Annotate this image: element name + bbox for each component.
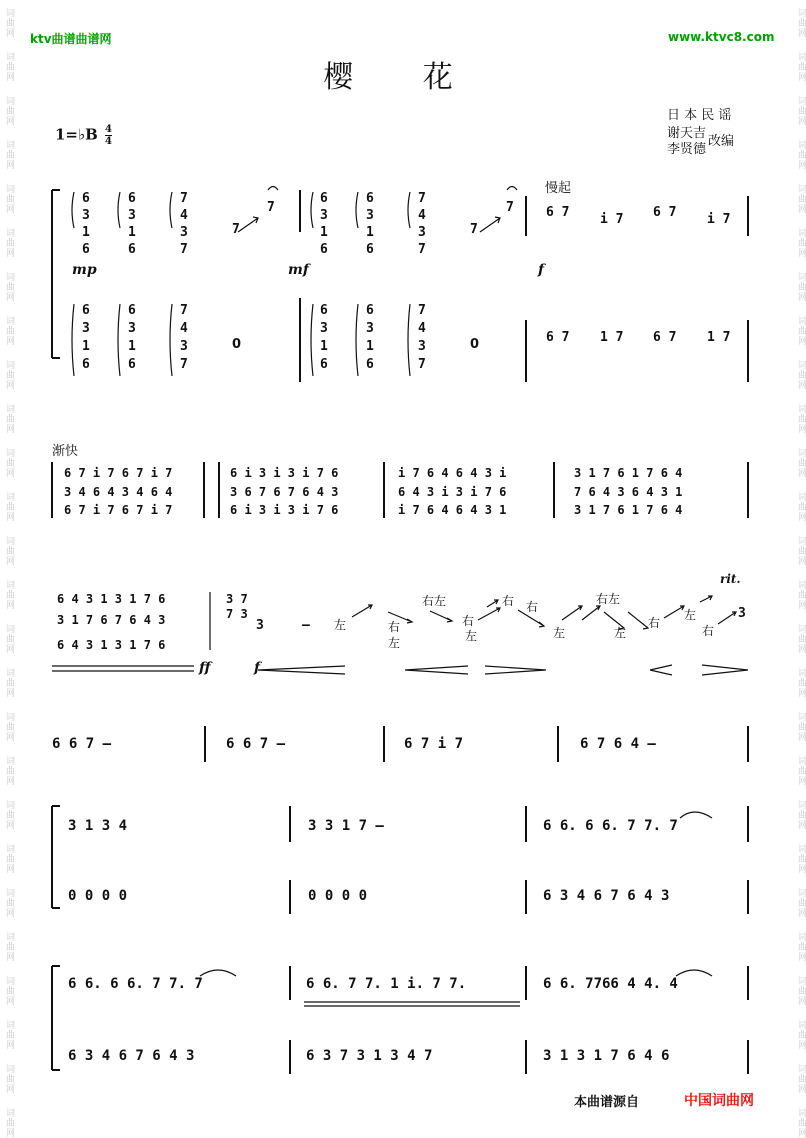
fermata-note-2: 7 [506, 200, 514, 215]
s3-tremolo-note: 3 [256, 618, 264, 633]
s2-m3-row3: i 7 6 4 6 4 3 1 [398, 503, 507, 517]
s5-upper-m2: 3 3 1 7 — [308, 818, 384, 834]
watermark-text: 词曲网 [796, 844, 806, 874]
credit-role: 改编 [708, 134, 735, 149]
s2-m4-row1: 3 1 7 6 1 7 6 4 [574, 466, 683, 480]
source-label: 本曲谱源自 [574, 1095, 640, 1110]
fermata-note-1: 7 [267, 200, 275, 215]
watermark-text: 词曲网 [4, 272, 14, 302]
watermark-text: 词曲网 [796, 668, 806, 698]
watermark-text: 词曲网 [796, 8, 806, 38]
watermark-text: 词曲网 [4, 668, 14, 698]
s6-lower-m3: 3 1 3 1 7 6 4 6 [543, 1048, 670, 1064]
watermark-text: 词曲网 [796, 580, 806, 610]
slide-note-1: 7 [232, 222, 240, 237]
s5-upper-m1: 3 1 3 4 [68, 818, 128, 834]
hand-7: 右 [502, 594, 515, 608]
watermark-text: 词曲网 [796, 756, 806, 786]
s3-row1: 6 4 3 1 3 1 7 6 [57, 592, 166, 606]
lower-rest-2: 0 [470, 337, 480, 352]
measure3-upper-1: 6 7 [546, 205, 570, 220]
hand-13: 左 [684, 608, 697, 622]
dynamic-ff: ff [199, 660, 211, 676]
watermark-text: 词曲网 [796, 800, 806, 830]
credit-arranger-1: 谢天吉 [667, 126, 707, 141]
s3-dash: — [302, 618, 310, 633]
watermark-text: 词曲网 [4, 580, 14, 610]
watermark-text: 词曲网 [4, 360, 14, 390]
lower-chord-5: 6 3 1 6 [366, 303, 374, 372]
s3-row2: 3 1 7 6 7 6 4 3 [57, 613, 166, 627]
lower-chord-1: 6 3 1 6 [82, 303, 90, 372]
key-signature-text: 1=♭B [55, 125, 98, 144]
watermark-text: 词曲网 [796, 1108, 806, 1138]
lower-chord-4: 6 3 1 6 [320, 303, 328, 372]
time-denominator: 4 [105, 136, 112, 147]
watermark-text: 词曲网 [4, 888, 14, 918]
watermark-text: 词曲网 [4, 976, 14, 1006]
watermark-text: 词曲网 [796, 316, 806, 346]
watermark-text: 词曲网 [4, 404, 14, 434]
measure3-upper-3: 6 7 [653, 205, 677, 220]
s3-chord: 3 7 7 3 [226, 592, 248, 621]
s2-m2-row3: 6 i 3 i 3 i 7 6 [230, 503, 339, 517]
watermark-text: 词曲网 [4, 228, 14, 258]
lower-rest-1: 0 [232, 337, 242, 352]
watermark-text: 词曲网 [796, 228, 806, 258]
hand-5: 右 [462, 614, 475, 628]
s5-lower-m3: 6 3 4 6 7 6 4 3 [543, 888, 670, 904]
s4-m2: 6 6 7 — [226, 736, 286, 752]
measure3-upper-4: i 7 [707, 212, 731, 227]
s3-end-note: 3 [738, 606, 746, 621]
upper-chord-1: 6 3 1 6 [82, 191, 90, 257]
measure3-lower-1: 6 7 [546, 330, 570, 345]
watermark-text: 词曲网 [796, 712, 806, 742]
watermark-text: 词曲网 [4, 1020, 14, 1050]
s2-m1-row1: 6 7 i 7 6 7 i 7 [64, 466, 173, 480]
hand-9: 左 [553, 626, 566, 640]
s6-upper-m1: 6 6. 6 6. 7 7. 7 [68, 976, 203, 992]
s5-upper-m3: 6 6. 6 6. 7 7. 7 [543, 818, 678, 834]
watermark-text: 词曲网 [4, 932, 14, 962]
watermark-text: 词曲网 [4, 448, 14, 478]
watermark-text: 词曲网 [4, 756, 14, 786]
lower-chord-3: 7 4 3 7 [180, 303, 188, 372]
s6-upper-m3: 6 6. 7766 4 4. 4 [543, 976, 678, 992]
watermark-text: 词曲网 [796, 360, 806, 390]
hand-8: 右 [526, 600, 539, 614]
watermark-text: 词曲网 [4, 800, 14, 830]
upper-chord-6: 7 4 3 7 [418, 191, 426, 257]
watermark-text: 词曲网 [4, 624, 14, 654]
measure3-upper-2: i 7 [600, 212, 624, 227]
watermark-text: 词曲网 [796, 184, 806, 214]
watermark-text: 词曲网 [796, 272, 806, 302]
watermark-text: 词曲网 [4, 492, 14, 522]
dynamic-mf: mf [288, 262, 309, 278]
watermark-text: 词曲网 [796, 1020, 806, 1050]
dynamic-f-2: f [254, 660, 261, 676]
site-link-left[interactable]: ktv曲谱曲谱网 [30, 32, 112, 46]
s4-m3: 6 7 i 7 [404, 736, 464, 752]
watermark-text: 词曲网 [4, 140, 14, 170]
upper-chord-2: 6 3 1 6 [128, 191, 136, 257]
watermark-text: 词曲网 [796, 448, 806, 478]
hand-3: 左 [388, 636, 401, 650]
hand-10: 右左 [596, 592, 621, 606]
dynamic-mp: mp [72, 262, 97, 278]
credit-arranger-2: 李贤德 [667, 142, 707, 157]
song-title: 樱 花 [323, 60, 483, 95]
s2-m2-row2: 3 6 7 6 7 6 4 3 [230, 485, 339, 499]
s4-m4: 6 7 6 4 — [580, 736, 656, 752]
dynamic-f: f [538, 262, 545, 278]
hand-14: 右 [702, 624, 715, 638]
hand-11: 左 [614, 626, 627, 640]
watermark-text: 词曲网 [796, 624, 806, 654]
watermark-text: 词曲网 [4, 712, 14, 742]
watermark-text: 词曲网 [796, 1064, 806, 1094]
watermark-text: 词曲网 [796, 140, 806, 170]
s6-lower-m2: 6 3 7 3 1 3 4 7 [306, 1048, 433, 1064]
watermark-text: 词曲网 [4, 536, 14, 566]
s5-lower-m1: 0 0 0 0 [68, 888, 128, 904]
watermark-text: 词曲网 [796, 932, 806, 962]
measure3-lower-3: 6 7 [653, 330, 677, 345]
watermark-text: 词曲网 [796, 536, 806, 566]
watermark-text: 词曲网 [4, 316, 14, 346]
s6-lower-m1: 6 3 4 6 7 6 4 3 [68, 1048, 195, 1064]
watermark-text: 词曲网 [796, 888, 806, 918]
source-site-link[interactable]: 中国词曲网 [684, 1093, 754, 1109]
s2-m1-row3: 6 7 i 7 6 7 i 7 [64, 503, 173, 517]
hand-2: 右 [388, 620, 401, 634]
tempo-mark-accel: 渐快 [52, 444, 79, 459]
watermark-text: 词曲网 [4, 8, 14, 38]
watermark-text: 词曲网 [4, 184, 14, 214]
measure3-lower-4: 1 7 [707, 330, 731, 345]
s2-m1-row2: 3 4 6 4 3 4 6 4 [64, 485, 173, 499]
watermark-text: 词曲网 [4, 1108, 14, 1138]
slide-note-2: 7 [470, 222, 478, 237]
watermark-text: 词曲网 [796, 404, 806, 434]
s2-m3-row2: 6 4 3 i 3 i 7 6 [398, 485, 507, 499]
s2-m2-row1: 6 i 3 i 3 i 7 6 [230, 466, 339, 480]
credit-origin: 日 本 民 谣 [667, 108, 732, 123]
watermark-text: 词曲网 [4, 96, 14, 126]
s2-m4-row2: 7 6 4 3 6 4 3 1 [574, 485, 683, 499]
watermark-text: 词曲网 [796, 52, 806, 82]
watermark-text: 词曲网 [4, 1064, 14, 1094]
tempo-mark-slow: 慢起 [545, 181, 572, 196]
s3-row3: 6 4 3 1 3 1 7 6 [57, 638, 166, 652]
upper-chord-5: 6 3 1 6 [366, 191, 374, 257]
measure3-lower-2: 1 7 [600, 330, 624, 345]
hand-1: 左 [334, 618, 347, 632]
site-link-right[interactable]: www.ktvc8.com [668, 30, 775, 44]
s4-m1: 6 6 7 — [52, 736, 112, 752]
upper-chord-4: 6 3 1 6 [320, 191, 328, 257]
watermark-text: 词曲网 [796, 96, 806, 126]
s2-m4-row3: 3 1 7 6 1 7 6 4 [574, 503, 683, 517]
s2-m3-row1: i 7 6 4 6 4 3 i [398, 466, 507, 480]
watermark-text: 词曲网 [796, 492, 806, 522]
hand-4: 右左 [422, 594, 447, 608]
watermark-text: 词曲网 [4, 844, 14, 874]
hand-6: 左 [465, 629, 478, 643]
hand-12: 右 [648, 616, 661, 630]
s6-upper-m2: 6 6. 7 7. 1 i. 7 7. [306, 976, 467, 992]
lower-chord-6: 7 4 3 7 [418, 303, 426, 372]
watermark-text: 词曲网 [4, 52, 14, 82]
s5-lower-m2: 0 0 0 0 [308, 888, 368, 904]
lower-chord-2: 6 3 1 6 [128, 303, 136, 372]
watermark-text: 词曲网 [796, 976, 806, 1006]
upper-chord-3: 7 4 3 7 [180, 191, 188, 257]
rit-mark: rit. [720, 572, 741, 586]
time-numerator: 4 [105, 124, 112, 135]
